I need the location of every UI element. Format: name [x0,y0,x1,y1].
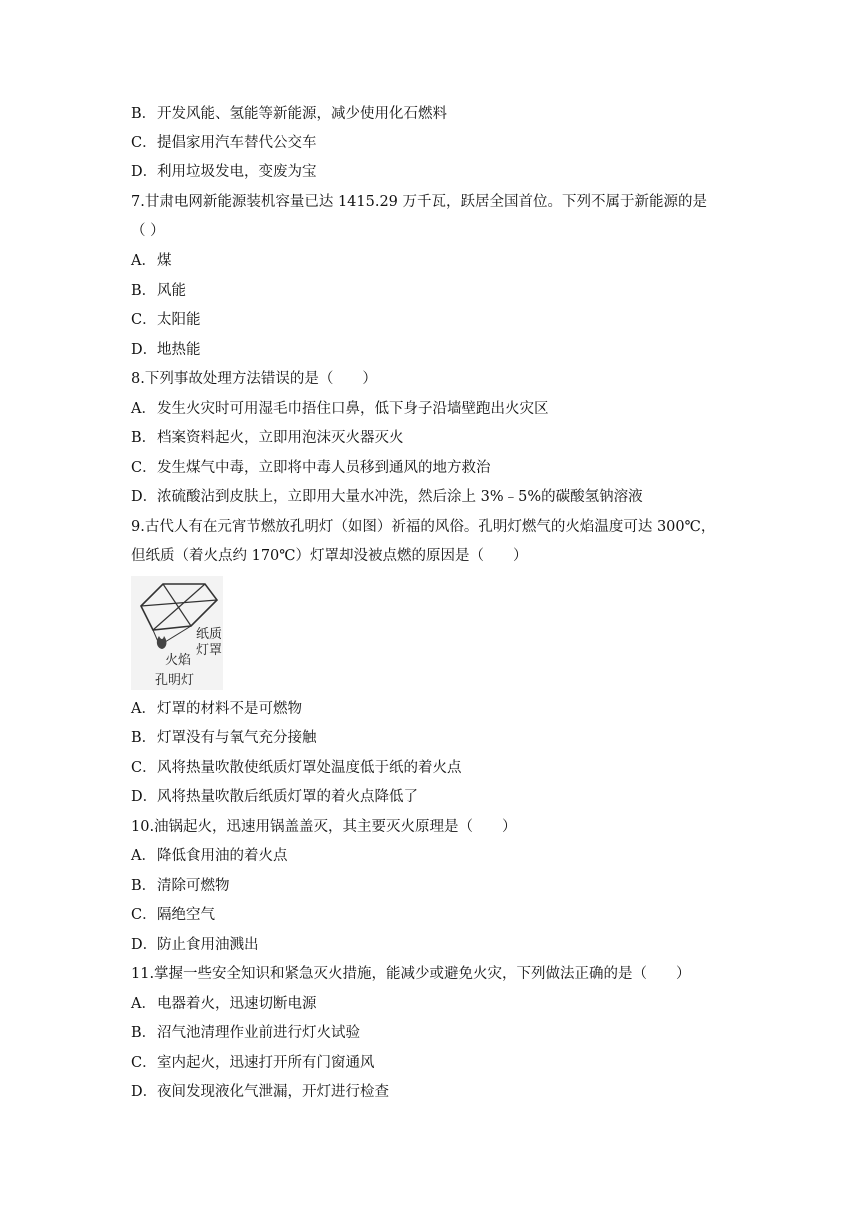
q10-option-d: D．防止食用油溅出 [131,937,259,953]
q9-option-a: A．灯罩的材料不是可燃物 [131,701,302,717]
figure-label-lantern: 孔明灯 [155,673,195,688]
q9-stem-line1: 9.古代人有在元宵节燃放孔明灯（如图）祈福的风俗。孔明灯燃气的火焰温度可达 300℃， [131,519,716,535]
q9-option-c: C．风将热量吹散使纸质灯罩处温度低于纸的着火点 [131,760,462,776]
q11-option-d: D．夜间发现液化气泄漏，开灯进行检查 [131,1084,389,1100]
q7-option-d: D．地热能 [131,342,201,358]
q9-stem-line2: 但纸质（着火点约 170℃）灯罩却没被点燃的原因是（ ） [131,548,528,564]
q8-option-a: A．发生火灾时可用湿毛巾捂住口鼻，低下身子沿墙壁跑出火灾区 [131,401,549,417]
q7-option-c: C．太阳能 [131,312,201,328]
figure-label-paper-2: 灯罩 [196,643,223,658]
kongming-lantern-figure [131,576,223,690]
q10-stem: 10.油锅起火，迅速用锅盖盖灭，其主要灭火原理是（ ） [131,819,517,835]
q8-stem: 8.下列事故处理方法错误的是（ ） [131,371,377,387]
figure-label-flame: 火焰 [165,653,192,668]
q8-option-c: C．发生煤气中毒，立即将中毒人员移到通风的地方救治 [131,460,491,476]
q6-option-b: B．开发风能、氢能等新能源，减少使用化石燃料 [131,106,447,122]
q11-option-a: A．电器着火，迅速切断电源 [131,996,317,1012]
q8-option-b: B．档案资料起火，立即用泡沫灭火器灭火 [131,430,404,446]
q6-option-c: C．提倡家用汽车替代公交车 [131,135,317,151]
q7-stem-line1: 7.甘肃电网新能源装机容量已达 1415.29 万千瓦，跃居全国首位。下列不属于新能源的是 [131,194,708,210]
q8-option-d: D．浓硫酸沾到皮肤上，立即用大量水冲洗，然后涂上 3%﹣5%的碳酸氢钠溶液 [131,489,643,505]
q7-option-b: B．风能 [131,283,186,299]
q10-option-b: B．清除可燃物 [131,878,230,894]
q9-option-d: D．风将热量吹散后纸质灯罩的着火点降低了 [131,789,418,805]
figure-label-paper-1: 纸质 [196,627,223,642]
q6-option-d: D．利用垃圾发电，变废为宝 [131,164,317,180]
q7-stem-line2: （ ） [131,223,165,239]
q11-option-c: C．室内起火，迅速打开所有门窗通风 [131,1055,375,1071]
q10-option-a: A．降低食用油的着火点 [131,848,288,864]
q10-option-c: C．隔绝空气 [131,907,215,923]
q11-stem: 11.掌握一些安全知识和紧急灭火措施，能减少或避免火灾，下列做法正确的是（ ） [131,966,691,982]
q11-option-b: B．沼气池清理作业前进行灯火试验 [131,1025,360,1041]
q7-option-a: A．煤 [131,253,172,269]
q9-option-b: B．灯罩没有与氧气充分接触 [131,730,317,746]
